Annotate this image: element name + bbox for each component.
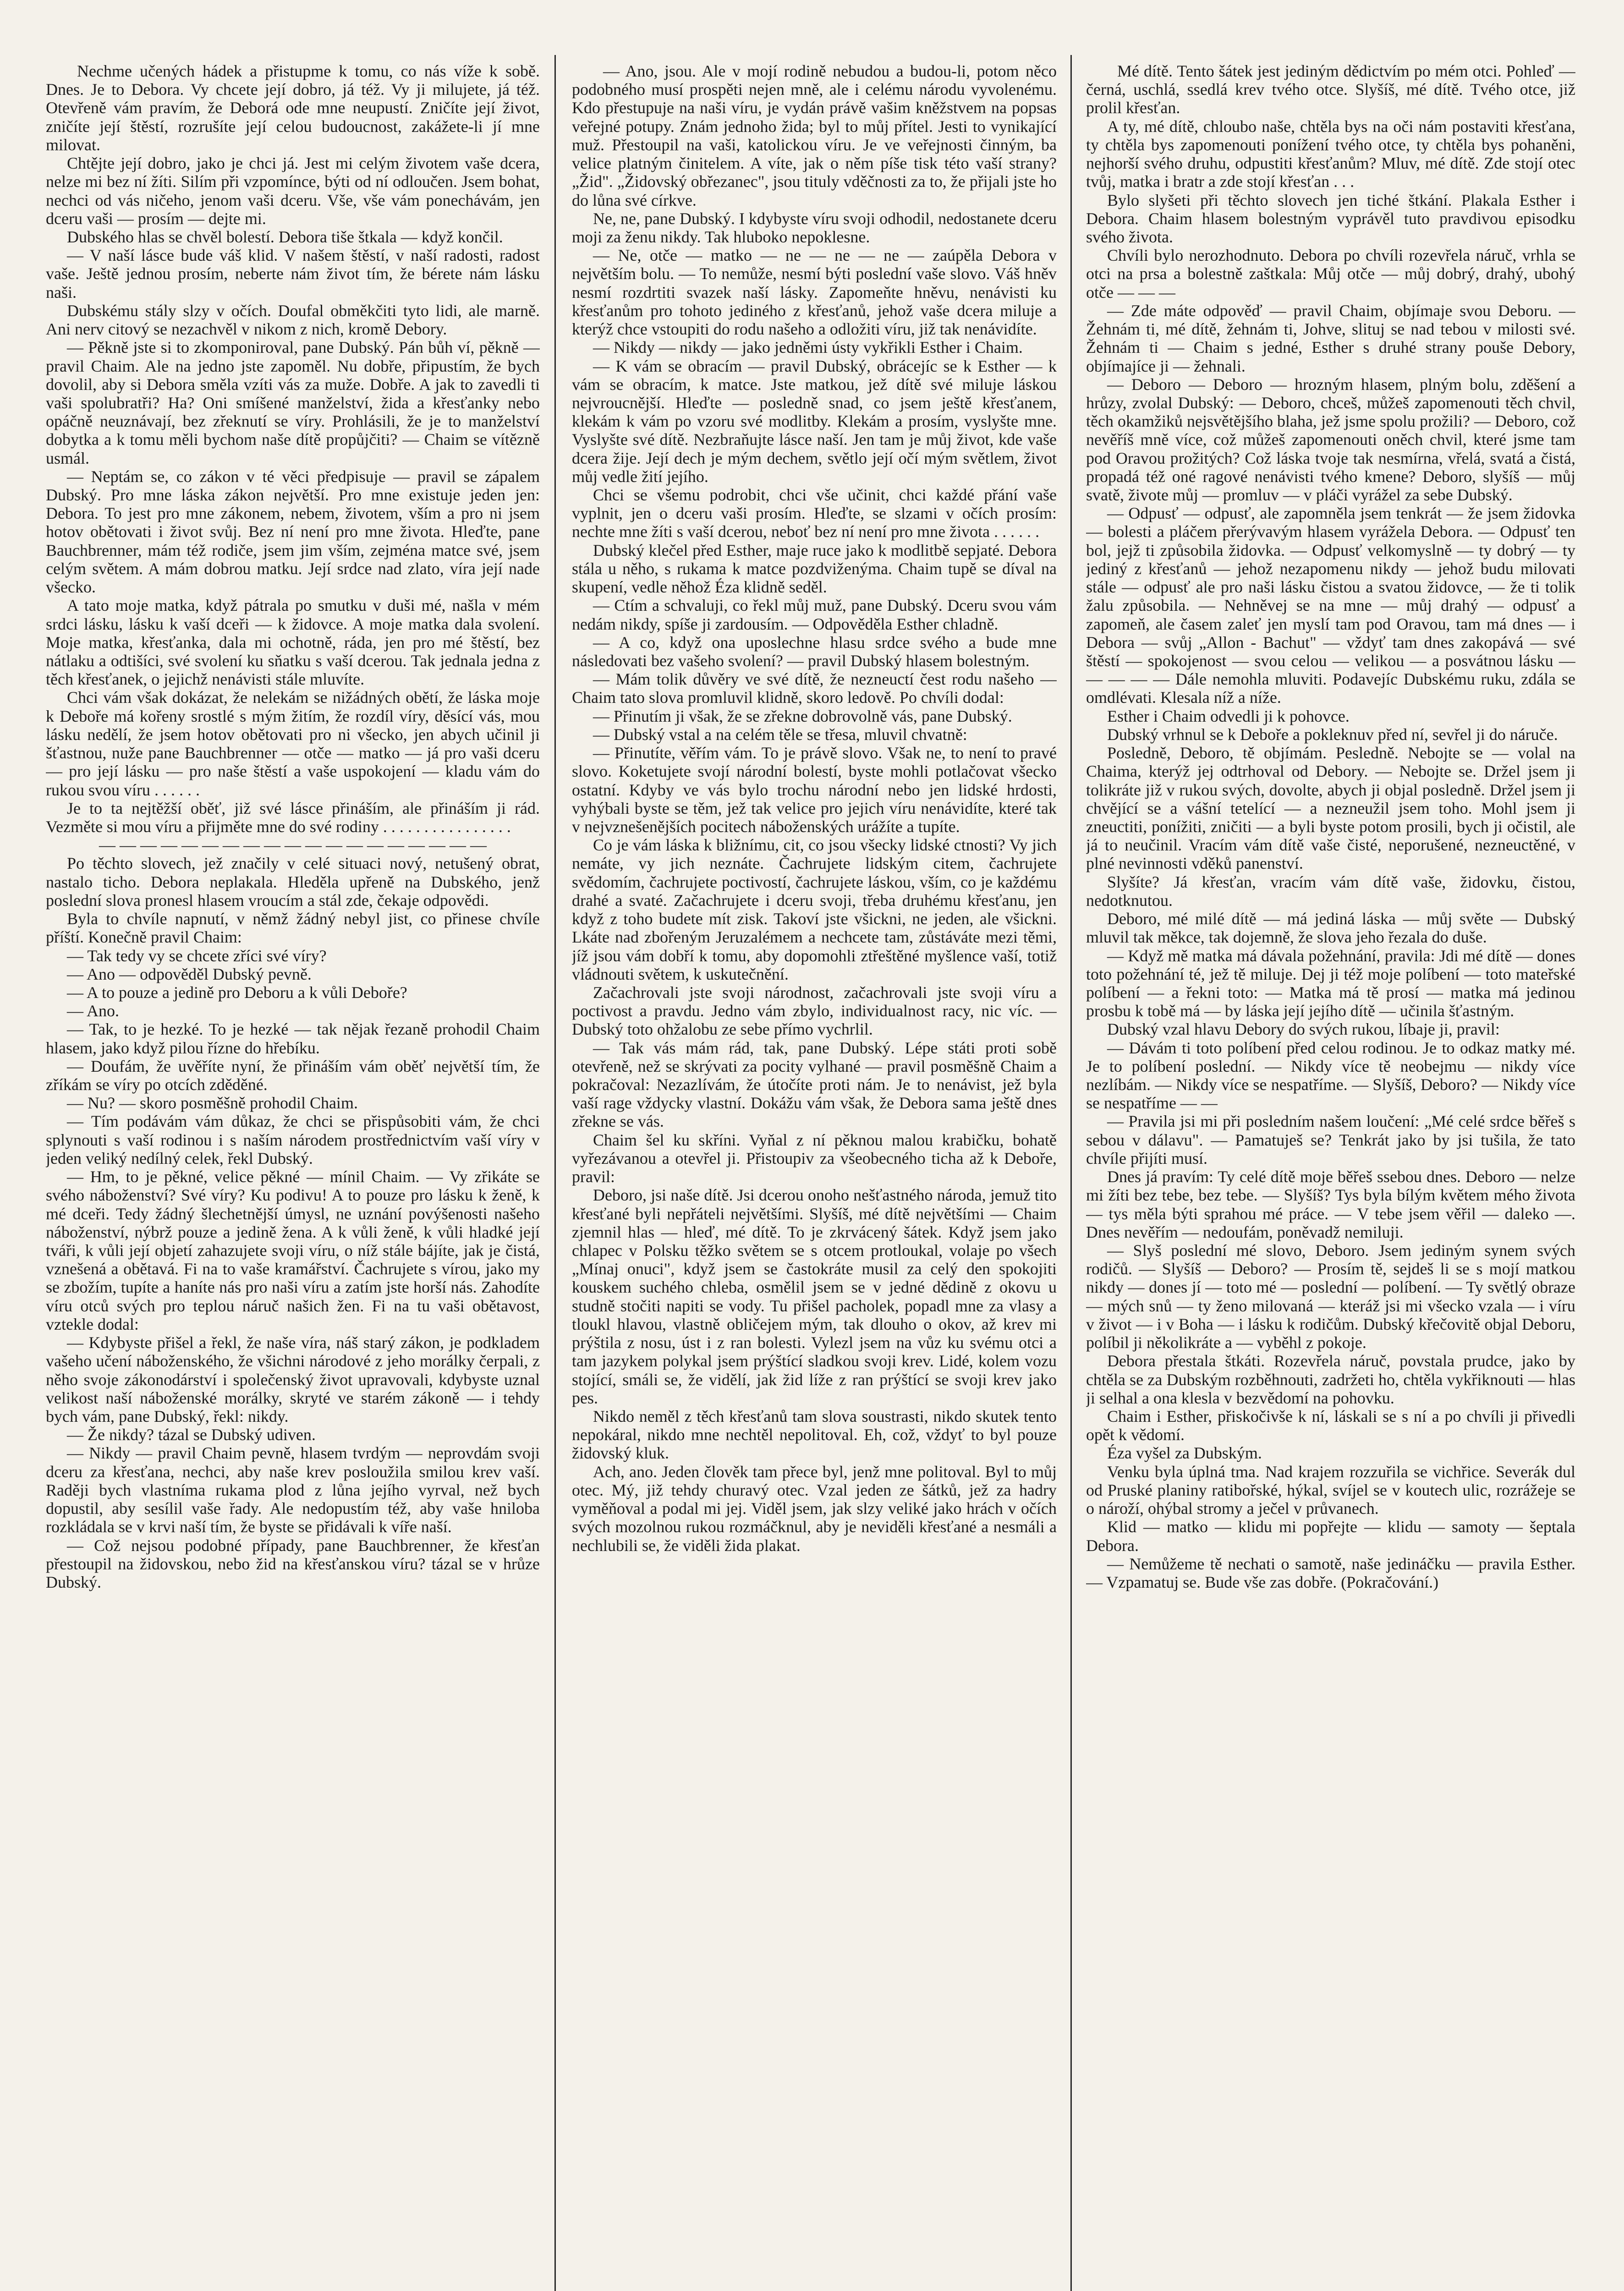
- text-column-2: [572, 62, 1057, 2291]
- article-paragraph: — Ctím a schvaluji, co řekl můj muž, pane Dubský. Dceru svou vám nedám nikdy, spíše ji zardousím. — Odpověděla Esther chladně.: [572, 596, 1057, 633]
- article-paragraph: Začachrovali jste svoji národnost, začachrovali jste svoji víru a poctivost a pravdu. Jedno vám zbylo, individualnost racy, nic víc. — Dubský toto ohžalobu ze sebe přímo vychrlil.: [572, 983, 1057, 1039]
- article-paragraph: Bylo slyšeti při těchto slovech jen tiché štkání. Plakala Esther i Debora. Chaim hlasem bolestným vyprávěl tuto pravdivou episodku svého života.: [1086, 191, 1575, 246]
- article-paragraph: — Nikdy — nikdy — jako jedněmi ústy vykřikli Esther i Chaim.: [593, 338, 1023, 357]
- article-paragraph: Po těchto slovech, jež značily v celé situaci nový, netušený obrat, nastalo ticho. Debora neplakala. Hleděla upřeně na Dubského, jenž poslední slova pronesl hlasem vroucím a stál zde, čekaje odpovědi.: [46, 854, 540, 910]
- article-paragraph: Chci vám však dokázat, že nelekám se nižádných obětí, že láska moje k Deboře má kořeny srostlé s mým žitím, že rozdíl víry, děsící vás, mou lásku nedělí, že jsem hotov obětovati pro ni všecko, jen abych učinil ji šťastnou, nuže pane Bauchbrenner — otče — matko — já pro vaši dceru — pro její lásku — pro naše štěstí a vaše uspokojení — kladu vám do rukou svou víru . . . . . .: [46, 688, 540, 799]
- article-paragraph: — Přinutím ji však, že se zřekne dobrovolně vás, pane Dubský.: [593, 707, 1012, 725]
- article-paragraph: Byla to chvíle napnutí, v němž žádný nebyl jist, co přinese chvíle příští. Konečně pravil Chaim:: [46, 910, 540, 947]
- article-paragraph: Ach, ano. Jeden člověk tam přece byl, jenž mne politoval. Byl to můj otec. Mý, již tehdy churavý otec. Vzal jeden ze šátků, jež za hadry vyměňoval a podal mi jej. Viděl jsem, jak slzy veliké jako hrách v očích svých mozolnou rukou rozmáčknul, aby je neviděli křesťané a nesmáli a nechlubili se, že viděli žida plakat.: [572, 1462, 1057, 1555]
- article-paragraph: Mé dítě. Tento šátek jest jediným dědictvím po mém otci. Pohleď — černá, uschlá, ssedlá krev tvého otce. Slyšíš, mé dítě. Tvého otce, již prolil křesťan.: [1086, 62, 1575, 117]
- article-paragraph: — Odpusť — odpusť, ale zapomněla jsem tenkrát — že jsem židovka — bolesti a pláčem přerývavým hlasem vyrážela Debora. — Odpusť ten bol, jejž ti způsobila židovka. — Odpusť velkomyslně — ty dobrý — ty jediný z křesťanů — jehož nezapomenu nikdy — jehož budu milovati stále — odpusť ale pro naši lásku čistou a svatou židovce, — že ti tolik žalu způsobila. — Nehněvej se na mne — můj drahý — odpusť a zapomeň, ale časem zaleť jen myslí tam pod Oravou, tam má dnes — i Debora — svůj „Allon - Bachut" — vždyť tam dnes zakopává — své štěstí — spokojenost — svou celou — velikou — a posvátnou lásku — — — — — Dále nemohla mluviti. Podavejíc Dubskému ruku, zdála se omdlévati. Klesala níž a níže.: [1086, 504, 1575, 707]
- article-paragraph: Posledně, Deboro, tě objímám. Pesledně. Nebojte se — volal na Chaima, kterýž jej odtrhoval od Debory. — Nebojte se. Držel jsem ji tolikráte již v rukou svých, dovolte, abych ji objal posledně. Držel jsem ji chvějící se a vášní tetelící — a nezneužil jsem toho. Mohl jsem ji zneuctiti, ponížiti, zničiti — a byli byste potom prosili, bych ji očistil, ale já to neučinil. Vracím vám dítě vaše čisté, neporušené, nezneuctěné, v plné nevinnosti vděků panenství.: [1086, 744, 1575, 873]
- text-column-1: [46, 62, 540, 2291]
- article-paragraph: — Což nejsou podobné případy, pane Bauchbrenner, že křesťan přestoupil na židovskou, nebo žid na křesťanskou víru? tázal se v hrůze Dubský.: [46, 1536, 540, 1591]
- article-paragraph: — Tím podávám vám důkaz, že chci se přispůsobiti vám, že chci splynouti s vaší rodinou i s naším národem prostřednictvím vaší víry v jeden veliký nedílný celek, řekl Dubský.: [46, 1112, 540, 1167]
- article-paragraph: — Tak, to je hezké. To je hezké — tak nějak řezaně prohodil Chaim hlasem, jako když pilou řízne do hřebíku.: [46, 1020, 540, 1057]
- text-column-3: [1086, 62, 1575, 2291]
- article-paragraph: Co je vám láska k bližnímu, cit, co jsou všecky lidské ctnosti? Vy jich nemáte, vy jich neznáte. Čachrujete lidským citem, čachrujete svědomím, čachrujete poctivostí, čachrujete láskou, vším, co je každému drahé a svaté. Začachrujete i dceru svoji, třeba druhému křesťanu, jen když z toho budete mít zisk. Takoví jste všickni, ne jeden, ale všickni. Lkáte nad zbořeným Jeruzalémem a nechcete tam, zůstáváte mezi těmi, jíž jsou vám dobří k tomu, aby dopomohli ztřeštěné myšlence vaší, totiž vládnouti světem, k uskutečnění.: [572, 836, 1057, 983]
- article-paragraph: — Pěkně jste si to zkomponiroval, pane Dubský. Pán bůh ví, pěkně — pravil Chaim. Ale na jedno jste zapoměl. Nu dobře, připustím, že bych dovolil, aby si Debora směla vzíti vás za muže. Dobře. A jak to zavedli ti vaši spolubratři? Ha? Oni smíšené manželství, žida a křesťanky nebo opáčně neuznávají, bez zřeknutí se víry. Prohlásili, že je to manželství dobytka a k tomu měli bychom naše dítě propůjčiti? — Chaim se vítězně usmál.: [46, 338, 540, 467]
- article-paragraph: Chaim šel ku skříni. Vyňal z ní pěknou malou krabičku, bohatě vyřezávanou a otevřel ji. Přistoupiv za všeobecného ticha až k Deboře, pravil:: [572, 1130, 1057, 1186]
- article-paragraph: Debora přestala štkáti. Rozevřela náruč, povstala prudce, jako by chtěla se za Dubským rozběhnouti, zadržeti ho, chtěla vykřiknouti — hlas ji selhal a ona klesla v bezvědomí na pohovku.: [1086, 1352, 1575, 1407]
- article-paragraph: — Dubský vstal a na celém těle se třesa, mluvil chvatně:: [593, 725, 967, 744]
- article-paragraph: — Ano.: [67, 1002, 120, 1020]
- article-paragraph: — Hm, to je pěkné, velice pěkné — mínil Chaim. — Vy zřikáte se svého náboženství? Své víry? Ku podivu! A to pouze pro lásku k ženě, k mé dceři. Tedy žádný šlechetnější úmysl, ne uznání povýšenosti našeho náboženství, nýbrž pouze a jedině žena. A k vůli ženě, k vůli hladké její tváři, k vůli její objetí zahazujete svoji víru, o níž stále bájíte, jak je čistá, vznešená a obětavá. Fi na to vaše kramářství. Čachrujete s vírou, jako my se zbožím, tupíte a haníte nás pro naši víru a zatím jste horší nás. Zahodíte víru otců svých pro teplou náruč našich žen. Fi na tu vaši obětavost, vztekle dodal:: [46, 1167, 540, 1333]
- article-paragraph: Dubskému stály slzy v očích. Doufal obměkčiti tyto lidi, ale marně. Ani nerv citový se nezachvěl v nikom z nich, kromě Debory.: [46, 301, 540, 339]
- article-paragraph: — Ano, jsou. Ale v mojí rodině nebudou a budou-li, potom něco podobného musí prospěti nejen mně, ale i celému národu vyvolenému. Kdo přestupuje na naši víru, je vydán právě vašim kněžstvem na popsas veřejné potupy. Znám jednoho žida; byl to můj přítel. Jesti to vynikající muž. Přestoupil na vaši, katolickou víru. Je ve veřejnosti činným, ba velice platným činitelem. A víte, jak o něm píše tisk této vaší strany? „Žid". „Židovský obřezanec", jsou tituly vděčnosti za to, že přijali jste ho do lůna své církve.: [572, 62, 1057, 209]
- article-paragraph: — Ano — odpověděl Dubský pevně.: [67, 965, 312, 983]
- article-paragraph: Chaim i Esther, přiskočivše k ní, láskali se s ní a po chvíli ji přivedli opět k vědomí.: [1086, 1407, 1575, 1444]
- article-paragraph: A ty, mé dítě, chloubo naše, chtěla bys na oči nám postaviti křesťana, ty chtěla bys zapomenouti ponížení tvého otce, ty chtěla bys pohaněni, nejhorší svého druhu, odpustiti křesťanům? Mluv, mé dítě. Zde stojí otec tvůj, matka i bratr a zde stojí křesťan . . .: [1086, 117, 1575, 191]
- article-paragraph: A tato moje matka, když pátrala po smutku v duši mé, našla v mém srdci lásku, lásku k vaší dceři — k židovce. A moje matka dala svolení. Moje matka, křesťanka, dala mi ochotně, ráda, jen pro mé štěstí, bez nátlaku a odtišíci, své svolení ku sňatku s vaší dcerou. Tak jednala jedna z těch křesťanek, o jejichž nenávisti stále mluvíte.: [46, 596, 540, 689]
- article-paragraph: — Že nikdy? tázal se Dubský udiven.: [67, 1425, 316, 1444]
- article-paragraph: — Deboro — Deboro — hrozným hlasem, plným bolu, zděšení a hrůzy, zvolal Dubský: — Deboro, chceš, můžeš zapomenouti těch chvil, těch okamžiků nejsvětějšího blaha, jež jsme spolu prožili? — Deboro, což nevěříš mně více, což můžeš zapomenouti oněch chvil, které jsme tam pod Oravou prožitých? Což láska tvoje tak nesmírna, vřelá, svatá a čistá, propadá též oné ragové nenávisti tvého kmene? Deboro, slyšíš — můj svatě, živote můj — promluv — v pláči vyrážel za sebe Dubský.: [1086, 375, 1575, 504]
- article-paragraph: — Mám tolik důvěry ve své dítě, že nezneuctí čest rodu našeho — Chaim tato slova promluvil klidně, skoro ledově. Po chvíli dodal:: [572, 670, 1057, 707]
- article-paragraph: — Nikdy — pravil Chaim pevně, hlasem tvrdým — neprovdám svoji dceru za křesťana, nechci, aby naše krev posloužila smilou krev vaší. Raději bych vlastníma rukama plod z lůna jejího vyrval, než bych dopustil, aby sesílil vaše řady. Ale nedopustím též, aby vaše hniloba rozkládala se v krvi naší tím, že byste se přidávali k víře naší.: [46, 1444, 540, 1536]
- article-paragraph: — Tak vás mám rád, tak, pane Dubský. Lépe státi proti sobě otevřeně, než se skrývati za pocity vylhané — pravil posměšně Chaim a pokračoval: Nezazlívám, že útočíte proti nám. Je to nenávist, jež byla vaší rage vždycky vlastní. Dokážu vám však, že Debora sama ještě dnes zřekne se vás.: [572, 1038, 1057, 1131]
- article-paragraph: Deboro, jsi naše dítě. Jsi dcerou onoho nešťastného národa, jemuž tito křesťané byli nepřáteli největšími. Slyšíš, mé dítě největšími — Chaim zjemnil hlas — hleď, mé dítě. To je zkrvácený šátek. Když jsem jako chlapec v Polsku těžko světem se s otcem protloukal, volaje po všech „Mínaj onuci", když jsem se častokráte musil za celý den spokojiti kouskem suchého chleba, osmělil jsem se v jedné dědině z okovu u studně stočiti napiti se vody. Tu přišel pacholek, popadl mne za vlasy a tloukl hlavou, vlastně obličejem mým, tak dlouho o okov, až krev mi prýštila z nosu, úst i z ran bolesti. Vylezl jsem na vůz ku svému otci a tam jazykem polykal jsem prýštící sladkou svoji krev. Lidé, kolem vozu stojící, smáli se, že vidělí, jak žid líže z ran prýštící se svoji krev jako pes.: [572, 1186, 1057, 1407]
- article-paragraph: Dubský vzal hlavu Debory do svých rukou, líbaje ji, pravil:: [1107, 1020, 1500, 1039]
- article-paragraph: Nikdo neměl z těch křesťanů tam slova soustrasti, nikdo skutek tento nepokáral, nikdo mne nechtěl nepolitoval. Eh, což, vždyť to byl pouze židovský kluk.: [572, 1407, 1057, 1463]
- article-paragraph: — Doufám, že uvěříte nyní, že přináším vám oběť největší tím, že zříkám se víry po otcích zděděné.: [46, 1057, 540, 1094]
- article-paragraph: Chvíli bylo nerozhodnuto. Debora po chvíli rozevřela náruč, vrhla se otci na prsa a bolestně zaštkala: Můj otče — můj dobrý, drahý, ubohý otče — — —: [1086, 246, 1575, 301]
- article-paragraph: Chci se všemu podrobit, chci vše učinit, chci každé přání vaše vyplnit, jen o dceru vaši prosím. Hleďte, se slzami v očích prosím: nechte mne žíti s vaší dcerou, neboť bez ní není pro mne života . . . . . .: [572, 486, 1057, 541]
- article-paragraph: — Pravila jsi mi při posledním našem loučení: „Mé celé srdce běřeš s sebou v dálavu". — Pamatuješ se? Tenkrát jako by jsi tušila, že tato chvíle přijíti musí.: [1086, 1112, 1575, 1167]
- article-paragraph: Je to ta nejtěžší oběť, již své lásce přináším, ale přináším ji rád. Vezměte si mou víru a přijměte mne do své rodiny . . . . . . . . . . . . . . . .: [46, 799, 540, 836]
- article-paragraph: — Zde máte odpověď — pravil Chaim, objímaje svou Deboru. — Žehnám ti, mé dítě, žehnám ti, Johve, slituj se nad tebou v milosti své. Žehnám ti — Chaim s jedné, Esther s druhé strany pouše Debory, objímajíce ji — žehnali.: [1086, 301, 1575, 375]
- article-paragraph: — Neptám se, co zákon v té věci předpisuje — pravil se zápalem Dubský. Pro mne láska zákon největší. Pro mne existuje jeden jen: Debora. To jest pro mne zákonem, nebem, životem, vším a pro ni jsem hotov obětovati i život svůj. Bez ní není pro mne života. Hleďte, pane Bauchbrenner, mám též rodiče, jsem jim vším, zejména matce své, jsem celým světem. A mám dobrou matku. Její srdce nad zlato, víra její nade všecko.: [46, 467, 540, 597]
- article-paragraph: Venku byla úplná tma. Nad krajem rozzuřila se vichřice. Severák dul od Pruské planiny ratibořské, hýkal, svíjel se v koutech ulic, rozrážeje se o nároží, ohýbal stromy a ječel v průvanech.: [1086, 1462, 1575, 1518]
- article-paragraph: — A to pouze a jedině pro Deboru a k vůli Deboře?: [67, 983, 407, 1002]
- article-paragraph: Dubský klečel před Esther, maje ruce jako k modlitbě sepjaté. Debora stála u něho, s rukama k matce pozdviženýma. Chaim tupě se díval na skupení, vedle něhož Éza klidně seděl.: [572, 541, 1057, 597]
- article-paragraph: Éza vyšel za Dubským.: [1107, 1444, 1262, 1463]
- article-paragraph: Esther i Chaim odvedli ji k pohovce.: [1107, 707, 1350, 725]
- article-paragraph: — — — — — — — — — — — — — — — — — — —: [99, 836, 487, 855]
- article-paragraph: Slyšíte? Já křesťan, vracím vám dítě vaše, židovku, čistou, nedotknutou.: [1086, 872, 1575, 910]
- column-rule-left: [554, 55, 556, 2291]
- article-paragraph: Klid — matko — klidu mi popřejte — klidu — samoty — šeptala Debora.: [1086, 1518, 1575, 1555]
- article-paragraph: Chtějte její dobro, jako je chci já. Jest mi celým životem vaše dcera, nelze mi bez ní žíti. Silím při vzpomínce, býti od ní odloučen. Jsem bohat, nechci od vás ničeho, jenom vaši dceru. Vše, vše vám ponechávám, jen dceru vaši — prosím — dejte mi.: [46, 154, 540, 228]
- column-rule-right: [1070, 55, 1072, 2291]
- article-paragraph: — Nu? — skoro posměšně prohodil Chaim.: [67, 1094, 358, 1113]
- article-paragraph: Ne, ne, pane Dubský. I kdybyste víru svoji odhodil, nedostanete dceru moji za ženu nikdy. Tak hluboko nepoklesne.: [572, 209, 1057, 246]
- article-paragraph: Dubský vrhnul se k Deboře a pokleknuv před ní, sevřel ji do náruče.: [1107, 725, 1558, 744]
- article-paragraph: — A co, když ona uposlechne hlasu srdce svého a bude mne následovati bez vašeho svolení? — pravil Dubský hlasem bolestným.: [572, 633, 1057, 670]
- article-paragraph: — Kdybyste přišel a řekl, že naše víra, náš starý zákon, je podkladem vašeho učení náboženského, že všichni národové z jeho morálky čerpali, z něho svoje zákonodárství i společenský život upravovali, kdybyste uznal velikost naší náboženské morálky, skryté ve starém zákoně — i tehdy bych vám, pane Dubský, řekl: nikdy.: [46, 1333, 540, 1425]
- article-paragraph: — K vám se obracím — pravil Dubský, obrácejíc se k Esther — k vám se obracím, k matce. Jste matkou, jež dítě své miluje láskou nejvroucnější. Hleďte — posledně snad, co jsem ještě křesťanem, klekám k vám po vzoru své modlitby. Klekám a prosím, vyslyšte mne. Vyslyšte své dítě. Nezbraňujte lásce naší. Jen tam je můj život, kde vaše dcera žije. Její dech je mým dechem, světlo její očí mým světlem, život můj vedle žití jejího.: [572, 356, 1057, 486]
- article-paragraph: — Tak tedy vy se chcete zříci své víry?: [67, 946, 327, 965]
- article-paragraph: — Dávám ti toto políbení před celou rodinou. Je to odkaz matky mé. Je to políbení poslední. — Nikdy více tě neobejmu — nikdy více nezlíbám. — Nikdy více se nespatříme. — Slyšíš, Deboro? — Nikdy více se nespatříme — —: [1086, 1038, 1575, 1113]
- article-paragraph: — Přinutíte, věřím vám. To je právě slovo. Však ne, to není to pravé slovo. Koketujete svojí národní bolestí, byste mohli potlačovat všecko ostatní. Kdyby ve vás bylo trochu národní nebo jen lidské hrdosti, vyhýbali byste se těm, jež tak velice pro jejich víru nenávidíte, které tak v nejvznešenějších pocitech náboženských urážíte a tupíte.: [572, 744, 1057, 836]
- article-paragraph: — V naší lásce bude váš klid. V našem štěstí, v naší radosti, radost vaše. Ještě jednou prosím, neberte nám život tím, že bérete nám lásku naši.: [46, 246, 540, 301]
- article-paragraph: — Nemůžeme tě nechati o samotě, naše jedináčku — pravila Esther. — Vzpamatuj se. Bude vše zas dobře. (Pokračování.): [1086, 1554, 1575, 1591]
- article-paragraph: — Slyš poslední mé slovo, Deboro. Jsem jediným synem svých rodičů. — Slyšíš — Deboro? — Prosím tě, sejdeš li se s mojí matkou nikdy — dones jí — toto mé — poslední — políbení. — Ty světlý obraze — mých snů — ty ženo milovaná — kteráž jsi mi všecko vzala — i víru v život — i v Boha — i lásku k rodičům. Dubský křečovitě objal Deboru, políbil ji několikráte a — vyběhl z pokoje.: [1086, 1241, 1575, 1352]
- article-paragraph: Dnes já pravím: Ty celé dítě moje běřeš ssebou dnes. Deboro — nelze mi žíti bez tebe, bez tebe. — Slyšíš? Tys byla bílým květem mého života — tys měla býti sprahou mé práce. — V tebe jsem věřil — daleko —. Dnes nevěřím — nedoufám, poněvadž nemiluji.: [1086, 1167, 1575, 1241]
- article-paragraph: Dubského hlas se chvěl bolestí. Debora tiše štkala — když končil.: [67, 227, 503, 246]
- article-paragraph: Deboro, mé milé dítě — má jediná láska — můj světe — Dubský mluvil tak měkce, tak dojemně, že slova jeho řezala do duše.: [1086, 910, 1575, 947]
- article-paragraph: — Ne, otče — matko — ne — ne — ne — zaúpěla Debora v největším bolu. — To nemůže, nesmí býti poslední vaše slovo. Váš hněv nesmí rozdrtiti svazek naší lásky. Zapomeňte hněvu, nenávisti ku křesťanům pro tohoto jediného z křesťanů, jehož vaše dcera miluje a kterýž chce vstoupiti do rodu našeho a odložiti víru, již tak nenávidíte.: [572, 246, 1057, 339]
- article-paragraph: — Když mě matka má dávala požehnání, pravila: Jdi mé dítě — dones toto požehnání té, jež tě miluje. Dej ji též moje políbení — toto mateřské políbení — a řekni toto: — Matka má tě prosí — matka má jedinou prosbu k tobě má — by láska její jejího dítě — učinila šťastným.: [1086, 946, 1575, 1020]
- article-paragraph: Nechme učených hádek a přistupme k tomu, co nás víže k sobě. Dnes. Je to Debora. Vy chcete její dobro, já též. Vy ji milujete, já též. Otevřeně vám pravím, že Deborá ode mne neupustí. Zničíte její život, zničíte její štěstí, rozrušíte její celou budoucnost, zakážete-li jí mne milovat.: [46, 62, 540, 154]
